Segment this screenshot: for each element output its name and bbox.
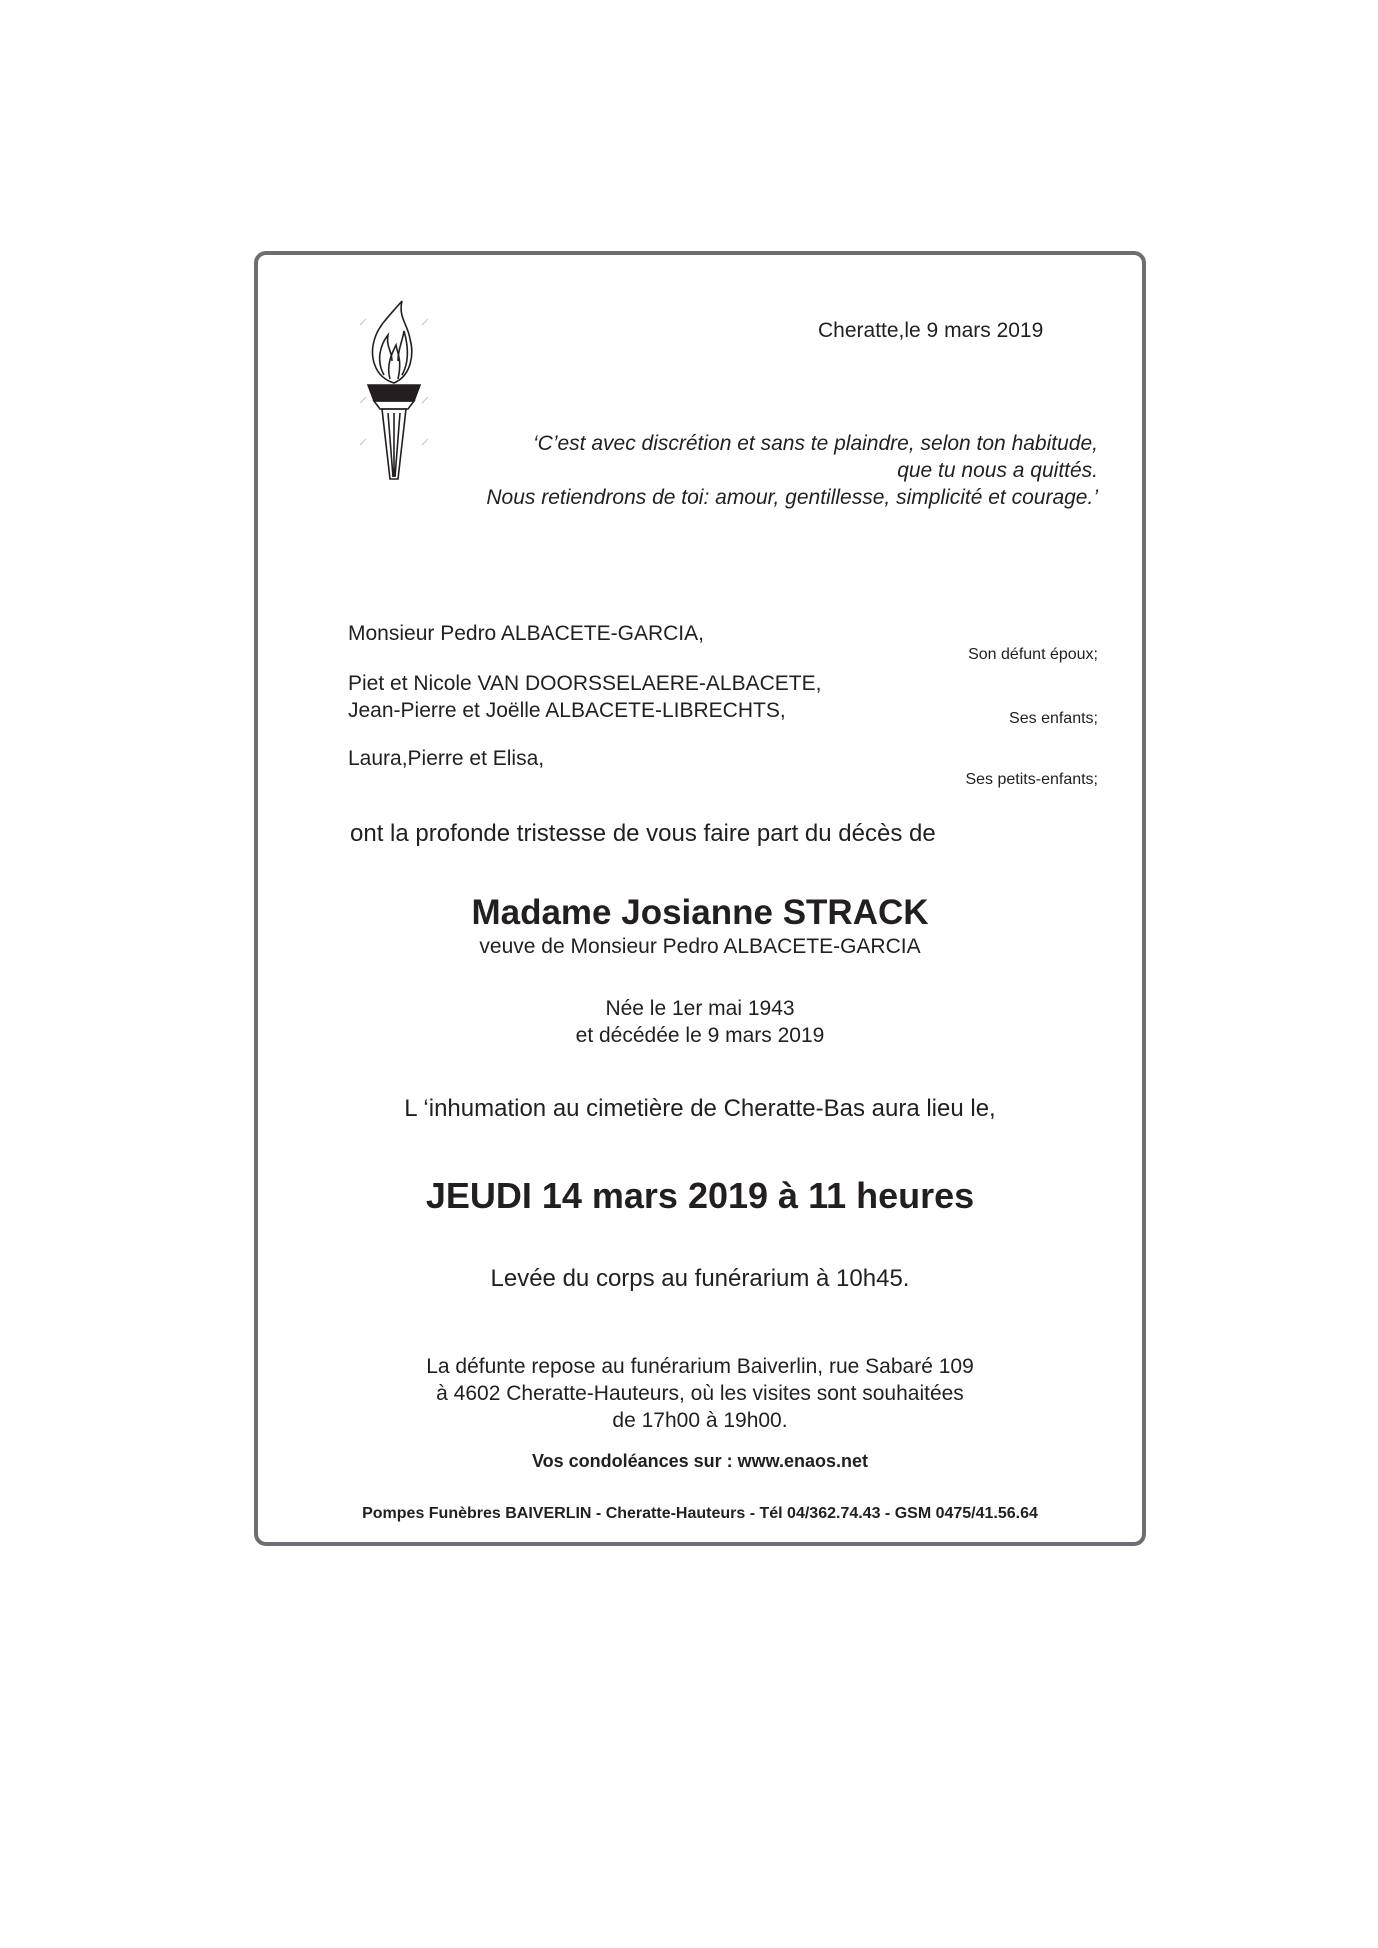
funeral-home-footer: Pompes Funèbres BAIVERLIN - Cheratte-Hauteurs - Tél 04/362.74.43 - GSM 0475/41.56.64 — [362, 1505, 1038, 1522]
children-names — [348, 670, 821, 724]
place-date: Cheratte,le 9 mars 2019 — [818, 319, 1044, 342]
birth-date: Née le 1er mai 1943 — [605, 997, 795, 1020]
levee-du-corps: Levée du corps au funérarium à 10h45. — [490, 1265, 910, 1292]
condolences-link[interactable]: Vos condoléances sur : www.enaos.net — [531, 1451, 869, 1471]
repose-line: de 17h00 à 19h00. — [612, 1409, 788, 1432]
torch-icon — [358, 295, 430, 485]
quote-line: ‘C’est avec discrétion et sans te plaindre, selon ton habitude, — [532, 432, 1098, 455]
memorial-quote — [486, 430, 1098, 511]
repose-line: La défunte repose au funérarium Baiverlin, rue Sabaré 109 — [426, 1355, 974, 1378]
children-relation: Ses enfants; — [1009, 710, 1098, 727]
obituary-card — [254, 251, 1146, 1546]
grandchildren-relation: Ses petits-enfants; — [965, 771, 1098, 788]
child-couple: Jean-Pierre et Joëlle ALBACETE-LIBRECHTS, — [348, 699, 786, 722]
repose-info — [258, 1353, 1142, 1434]
death-date: et décédée le 9 mars 2019 — [575, 1024, 825, 1047]
widow-of: veuve de Monsieur Pedro ALBACETE-GARCIA — [479, 935, 921, 958]
burial-datetime: JEUDI 14 mars 2019 à 11 heures — [425, 1175, 975, 1216]
child-couple: Piet et Nicole VAN DOORSSELAERE-ALBACETE, — [348, 672, 822, 695]
spouse-name: Monsieur Pedro ALBACETE-GARCIA, — [348, 622, 704, 645]
quote-line: Nous retiendrons de toi: amour, gentillesse, simplicité et courage.’ — [486, 486, 1098, 509]
deceased-name: Madame Josianne STRACK — [471, 893, 929, 932]
announcement-text: ont la profonde tristesse de vous faire part du décès de — [350, 820, 936, 847]
grandchildren-names: Laura,Pierre et Elisa, — [348, 747, 545, 770]
repose-line: à 4602 Cheratte-Hauteurs, où les visites sont souhaitées — [436, 1382, 964, 1405]
burial-intro: L ‘inhumation au cimetière de Cheratte-Bas aura lieu le, — [404, 1095, 996, 1122]
quote-line: que tu nous a quittés. — [897, 459, 1098, 482]
spouse-relation: Son défunt époux; — [968, 646, 1098, 663]
birth-death-dates — [258, 995, 1142, 1049]
